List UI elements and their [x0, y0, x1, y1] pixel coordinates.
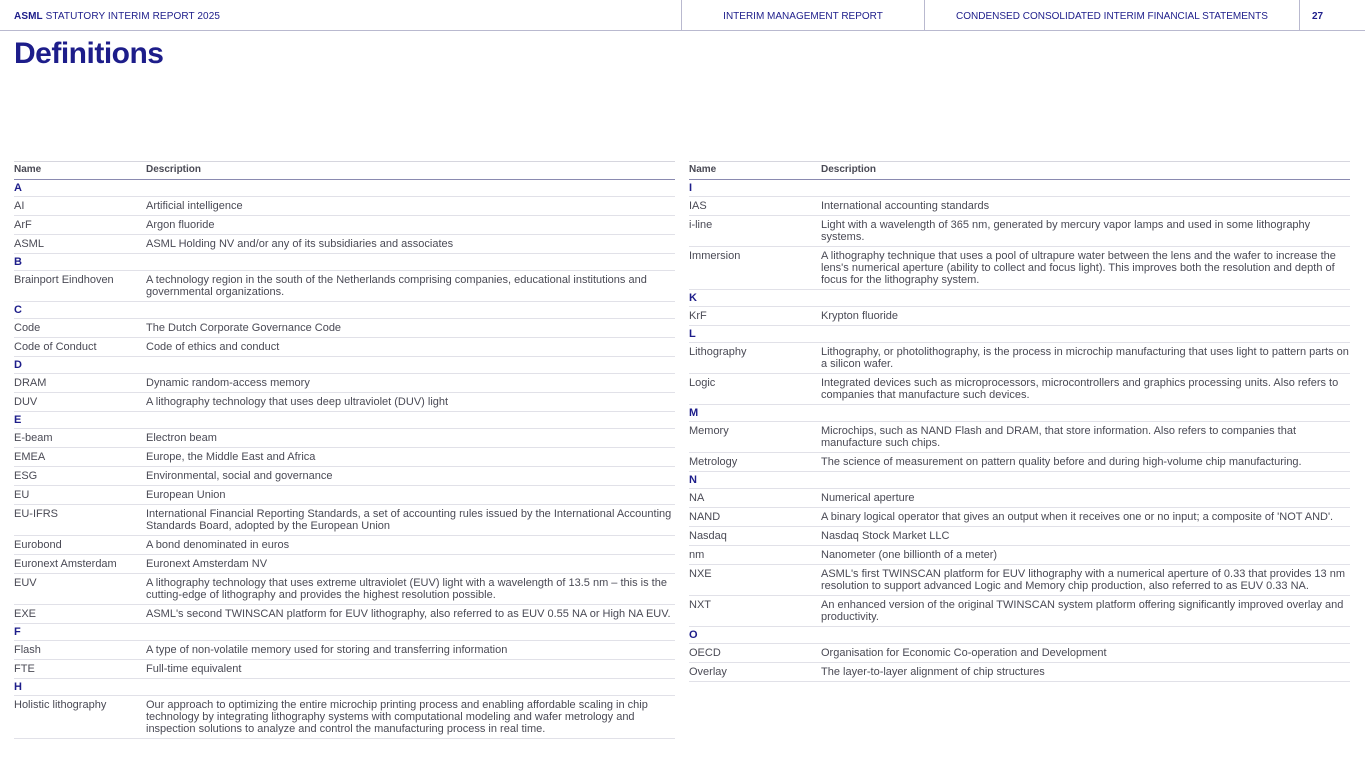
column-header-description: Description [146, 162, 675, 180]
definition-row [14, 696, 675, 739]
term-description: Code of ethics and conduct [146, 338, 675, 357]
term-name: IAS [689, 197, 821, 216]
definition-row [689, 307, 1350, 326]
definition-row [14, 319, 675, 338]
definitions-table-left [14, 161, 675, 739]
term-description: The science of measurement on pattern quality before and during high-volume chip manufacturing. [821, 453, 1350, 472]
term-description: A lithography technology that uses deep ultraviolet (DUV) light [146, 393, 675, 412]
report-name: STATUTORY INTERIM REPORT 2025 [42, 11, 221, 22]
section-letter: I [689, 180, 1350, 197]
nav-condensed-financial-statements[interactable]: CONDENSED CONSOLIDATED INTERIM FINANCIAL STATEMENTS [924, 0, 1299, 31]
term-name: DRAM [14, 374, 146, 393]
definition-row [689, 453, 1350, 472]
section-letter: O [689, 627, 1350, 644]
term-description: Our approach to optimizing the entire microchip printing process and enabling affordable scaling in chip technology by integrating lithography systems with computational modeling and wafer metrology and inspection solutions to analyze and control the manufacturing process in real time. [146, 696, 675, 739]
term-name: OECD [689, 644, 821, 663]
section-letter-row [689, 472, 1350, 489]
section-letter: F [14, 624, 675, 641]
definition-row [14, 338, 675, 357]
term-name: Logic [689, 374, 821, 405]
definition-row [14, 641, 675, 660]
term-name: Lithography [689, 343, 821, 374]
definition-row [14, 574, 675, 605]
section-letter-row [14, 357, 675, 374]
definition-row [14, 555, 675, 574]
term-description: Electron beam [146, 429, 675, 448]
definition-row [14, 660, 675, 679]
term-description: ASML's first TWINSCAN platform for EUV lithography with a numerical aperture of 0.33 that provides 13 nm resolution to support advanced Logic and Memory chip production, also referred to as EUV 0.33 NA. [821, 565, 1350, 596]
term-description: Microchips, such as NAND Flash and DRAM, that store information. Also refers to companies that manufacture such chips. [821, 422, 1350, 453]
term-description: Argon fluoride [146, 216, 675, 235]
term-description: The layer-to-layer alignment of chip structures [821, 663, 1350, 682]
term-description: Nanometer (one billionth of a meter) [821, 546, 1350, 565]
section-letter-row [14, 412, 675, 429]
term-name: Code [14, 319, 146, 338]
definition-row [689, 343, 1350, 374]
definition-row [14, 374, 675, 393]
term-name: NA [689, 489, 821, 508]
term-name: EXE [14, 605, 146, 624]
term-name: ASML [14, 235, 146, 254]
term-name: KrF [689, 307, 821, 326]
section-letter: E [14, 412, 675, 429]
definition-row [689, 663, 1350, 682]
definition-row [14, 505, 675, 536]
definition-row [689, 527, 1350, 546]
term-description: A bond denominated in euros [146, 536, 675, 555]
term-description: An enhanced version of the original TWINSCAN system platform offering significantly improved overlay and productivity. [821, 596, 1350, 627]
definitions-table-right [689, 161, 1350, 682]
definition-row [689, 508, 1350, 527]
definition-row [689, 216, 1350, 247]
section-letter: D [14, 357, 675, 374]
term-name: EMEA [14, 448, 146, 467]
term-description: Europe, the Middle East and Africa [146, 448, 675, 467]
definition-row [14, 605, 675, 624]
section-letter: B [14, 254, 675, 271]
term-description: European Union [146, 486, 675, 505]
term-description: Environmental, social and governance [146, 467, 675, 486]
term-name: Overlay [689, 663, 821, 682]
definition-row [689, 644, 1350, 663]
definition-row [14, 429, 675, 448]
term-name: NAND [689, 508, 821, 527]
section-letter: N [689, 472, 1350, 489]
term-description: A binary logical operator that gives an output when it receives one or no input; a composite of 'NOT AND'. [821, 508, 1350, 527]
term-description: ASML Holding NV and/or any of its subsidiaries and associates [146, 235, 675, 254]
table-header-row [689, 162, 1350, 180]
page-title: Definitions [14, 37, 164, 70]
term-name: Holistic lithography [14, 696, 146, 739]
term-description: Artificial intelligence [146, 197, 675, 216]
section-letter-row [14, 302, 675, 319]
term-name: ArF [14, 216, 146, 235]
term-description: International Financial Reporting Standards, a set of accounting rules issued by the International Accounting Standards Board, adopted by the European Union [146, 505, 675, 536]
term-name: FTE [14, 660, 146, 679]
section-letter: M [689, 405, 1350, 422]
term-description: Krypton fluoride [821, 307, 1350, 326]
term-description: A type of non-volatile memory used for storing and transferring information [146, 641, 675, 660]
term-name: EUV [14, 574, 146, 605]
term-name: NXT [689, 596, 821, 627]
definition-row [14, 536, 675, 555]
definition-row [689, 596, 1350, 627]
brand-name: ASML [14, 11, 43, 22]
term-name: EU [14, 486, 146, 505]
term-name: NXE [689, 565, 821, 596]
section-letter-row [14, 679, 675, 696]
term-name: Code of Conduct [14, 338, 146, 357]
term-description: International accounting standards [821, 197, 1350, 216]
term-name: i-line [689, 216, 821, 247]
nav-interim-management-report[interactable]: INTERIM MANAGEMENT REPORT [681, 0, 924, 31]
term-name: Metrology [689, 453, 821, 472]
section-letter-row [14, 180, 675, 197]
section-letter-row [689, 405, 1350, 422]
definition-row [14, 216, 675, 235]
term-name: Eurobond [14, 536, 146, 555]
section-letter: C [14, 302, 675, 319]
report-title [14, 11, 220, 22]
term-description: A technology region in the south of the Netherlands comprising companies, educational institutions and governmental organizations. [146, 271, 675, 302]
term-description: A lithography technique that uses a pool of ultrapure water between the lens and the wafer to increase the lens's numerical aperture (ability to collect and focus light). This improves both the resolution and depth of focus for the lithography system. [821, 247, 1350, 290]
term-name: Euronext Amsterdam [14, 555, 146, 574]
term-description: Integrated devices such as microprocessors, microcontrollers and graphics processing units. Also refers to companies that manufacture such devices. [821, 374, 1350, 405]
section-letter: H [14, 679, 675, 696]
definition-row [689, 546, 1350, 565]
term-name: nm [689, 546, 821, 565]
definition-row [689, 565, 1350, 596]
term-description: Light with a wavelength of 365 nm, generated by mercury vapor lamps and used in some lithography systems. [821, 216, 1350, 247]
term-name: Memory [689, 422, 821, 453]
section-letter-row [689, 627, 1350, 644]
term-name: EU-IFRS [14, 505, 146, 536]
term-name: Flash [14, 641, 146, 660]
term-description: Lithography, or photolithography, is the process in microchip manufacturing that uses light to pattern parts on a silicon wafer. [821, 343, 1350, 374]
definition-row [689, 489, 1350, 508]
term-description: Nasdaq Stock Market LLC [821, 527, 1350, 546]
term-description: Organisation for Economic Co-operation and Development [821, 644, 1350, 663]
term-name: AI [14, 197, 146, 216]
column-header-description: Description [821, 162, 1350, 180]
definition-row [14, 486, 675, 505]
definition-row [14, 197, 675, 216]
section-letter-row [14, 254, 675, 271]
term-description: The Dutch Corporate Governance Code [146, 319, 675, 338]
definition-row [689, 374, 1350, 405]
term-name: DUV [14, 393, 146, 412]
term-name: Immersion [689, 247, 821, 290]
definition-row [14, 467, 675, 486]
section-letter: L [689, 326, 1350, 343]
column-header-name: Name [14, 162, 146, 180]
section-letter-row [14, 624, 675, 641]
table-header-row [14, 162, 675, 180]
term-name: Brainport Eindhoven [14, 271, 146, 302]
page-number: 27 [1299, 0, 1365, 31]
column-header-name: Name [689, 162, 821, 180]
term-name: Nasdaq [689, 527, 821, 546]
term-description: Dynamic random-access memory [146, 374, 675, 393]
definition-row [14, 271, 675, 302]
term-description: Euronext Amsterdam NV [146, 555, 675, 574]
section-letter-row [689, 326, 1350, 343]
term-description: ASML's second TWINSCAN platform for EUV lithography, also referred to as EUV 0.55 NA or High NA EUV. [146, 605, 675, 624]
term-name: ESG [14, 467, 146, 486]
definition-row [14, 448, 675, 467]
term-name: E-beam [14, 429, 146, 448]
section-letter-row [689, 290, 1350, 307]
definition-row [689, 197, 1350, 216]
definition-row [689, 247, 1350, 290]
term-description: A lithography technology that uses extreme ultraviolet (EUV) light with a wavelength of 13.5 nm – this is the cutting-edge of lithography and provides the highest resolution possible. [146, 574, 675, 605]
term-description: Full-time equivalent [146, 660, 675, 679]
section-letter-row [689, 180, 1350, 197]
section-letter: K [689, 290, 1350, 307]
report-header [0, 0, 1365, 31]
section-letter: A [14, 180, 675, 197]
definition-row [14, 393, 675, 412]
definition-row [689, 422, 1350, 453]
definition-row [14, 235, 675, 254]
term-description: Numerical aperture [821, 489, 1350, 508]
